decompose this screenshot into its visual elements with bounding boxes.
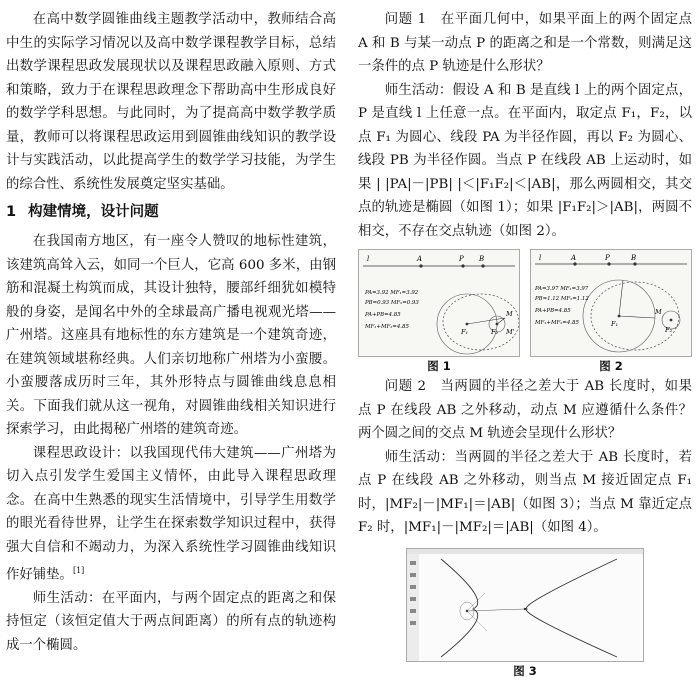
- right-column: [358, 8, 692, 680]
- figure-3-block: [406, 548, 644, 680]
- hyperbola-left-branch: [441, 559, 478, 657]
- point-B: [633, 262, 636, 265]
- label-B: B: [631, 254, 637, 262]
- answer-1: 师生活动：假设 A 和 B 是直线 l 上的两个固定点，P 是直线 l 上任意一点。在平面内，取定点 F₁，F₂，以点 F₁ 为圆心、线段 PA 为半径作圆，再以 F₂ 为圆心、线段 PB 为半径作圆。当点 P 在线段 AB 上运动时，如果 | |PA|－|PB| |＜|F₁F₂|＜|AB|，那么两圆相交，其交点的轨迹是椭圆（如图 1）；如果 |F₁F₂|＞|AB|，两圆不相交，不存在交点轨迹（如图 2）。: [358, 82, 692, 239]
- point-P: [461, 264, 464, 267]
- figure-2-caption: 图 2: [599, 359, 623, 373]
- teacher-paragraph: 师生活动：在平面内，与两个固定点的距离之和保持恒定（该恒定值大于两点间距离）的所有点的轨迹构成一个椭圆。: [6, 590, 336, 653]
- toolbar-strip: [407, 549, 643, 554]
- segment-F1: [619, 316, 655, 318]
- measure-4: MF₁+MF₂=4.85: [535, 320, 579, 326]
- figure-1-block: [358, 249, 520, 375]
- measure-1: PA=3.92 MF₁=3.92: [365, 290, 419, 296]
- point-F1: [466, 323, 469, 326]
- segment-F1M: [467, 318, 505, 324]
- label-F2: F₂: [665, 326, 673, 334]
- figure-3: [406, 548, 644, 662]
- question-2: 问题 2 当两圆的半径之差大于 AB 长度时，如果点 P 在线段 AB 之外移动，动点 M 应遵循什么条件？两个圆之间的交点 M 轨迹会呈现什么形状？: [358, 379, 692, 441]
- label-M: M: [506, 310, 513, 318]
- label-A: A: [417, 255, 423, 263]
- measure-3: PA+PB=4.85: [365, 312, 401, 318]
- figure-2: [530, 249, 692, 357]
- design-text: 课程思政设计：以我国现代伟大建筑——广州塔为切入点引发学生爱国主义情怀，由此导入课程思政理念。在高中生熟悉的现实生活情境中，引导学生用数学的眼光看待世界，让学生在探索数学知识过程中，获得强大自信和不竭动力，为深入系统性学习圆锥曲线知识作好铺垫。: [6, 445, 336, 583]
- question-1: 问题 1 在平面几何中，如果平面上的两个固定点 A 和 B 与某一动点 P 的距离之和是一个常数，则满足这一条件的点 P 轨迹是什么形状？: [358, 12, 692, 74]
- measure-2: PB=0.93 MF₂=0.93: [365, 300, 419, 306]
- label-F2: F₂: [491, 328, 499, 336]
- figure-3-caption: 图 3: [513, 663, 537, 678]
- label-P: P: [459, 255, 464, 263]
- figure-2-block: [530, 249, 692, 375]
- point-P: [607, 262, 610, 265]
- point-F2: [524, 607, 526, 609]
- point-F1: [466, 609, 468, 611]
- label-F1: F₁: [461, 328, 469, 336]
- measure-1: PA=3.97 MF₁=3.97: [535, 286, 589, 292]
- left-column: [6, 8, 336, 657]
- answer-2: 师生活动：当两圆的半径之差大于 AB 长度时，若点 P 在线段 AB 之外移动，则当点 M 接近固定点 F₁ 时，|MF₂|－|MF₁|＝|AB|（如图 3）；当点 M 靠近定点 F₂ 时，|MF₁|－|MF₂|＝|AB|（如图 4）。: [358, 449, 692, 535]
- label-l: l: [367, 255, 370, 263]
- aux-segment-2: [467, 611, 487, 631]
- intro-paragraph: 在高中数学圆锥曲线主题教学活动中，教师结合高中生的实际学习情况以及高中数学课程教学目标，总结出数学课程思政发展现状以及课程思政融入原则、方式和策略，致力于在课程思政理念下帮助高中生形成良好的数学学科思想。与此同时，为了提高高中数学教学质量，教师可以将课程思政运用到圆锥曲线知识的教学设计与实践活动，以此提高学生的数学学习技能，为学生的综合性、系统性发展奠定坚实基础。: [6, 12, 336, 192]
- measure-3: PA+PB=4.85: [535, 308, 571, 314]
- focal-segment: [467, 609, 525, 611]
- section-heading: [6, 200, 336, 224]
- measure-2: PB=1.12 MF₂=1.12: [535, 296, 589, 302]
- tower-paragraph: 在我国南方地区，有一座令人赞叹的地标性建筑，该建筑高耸入云，如同一个巨人，它高 600 多米，由钢筋和混凝土构筑而成，其设计独特，腰部纤细犹如模特般的身姿，是闻名中外的全球最高广播电视观光塔——广州塔。这座具有地标性的东方建筑是一个建筑奇迹，在建筑领域堪称经典。人们亲切地称广州塔为小蛮腰。小蛮腰落成历时三年，其外形特点与圆锥曲线息息相关。下面我们就从这一视角，对圆锥曲线相关知识进行探索学习，由此揭秘广州塔的建筑奇迹。: [6, 234, 336, 437]
- label-M: M: [655, 308, 662, 316]
- ellipse-trace: [591, 282, 679, 350]
- point-F2: [496, 323, 499, 326]
- figure-2-svg: [531, 250, 691, 356]
- segment-F1-up: [619, 280, 623, 316]
- label-B: B: [479, 255, 485, 263]
- design-paragraph: [6, 442, 336, 587]
- citation: [1]: [72, 566, 85, 575]
- figure-1-caption: 图 1: [427, 359, 451, 373]
- label-A: A: [571, 254, 577, 262]
- section-title: 构建情境，设计问题: [28, 204, 159, 220]
- label-l: l: [539, 254, 542, 262]
- point-A: [419, 264, 422, 267]
- point-B: [481, 264, 484, 267]
- label-F1: F₁: [611, 320, 619, 328]
- point-F1: [618, 315, 621, 318]
- point-A: [573, 262, 576, 265]
- point-F2: [670, 319, 673, 322]
- figure-3-svg: [407, 549, 643, 661]
- tool-panel: [407, 554, 419, 661]
- hyperbola-right-branch: [526, 559, 617, 657]
- figure-row: [358, 249, 692, 375]
- measure-4: MF₁+MF₂=4.85: [365, 324, 409, 330]
- figure-1-svg: [359, 250, 519, 356]
- label-P: P: [605, 254, 610, 262]
- section-number: 1: [6, 204, 17, 220]
- figure-1: [358, 249, 520, 357]
- label-M-prime: M': [506, 328, 515, 336]
